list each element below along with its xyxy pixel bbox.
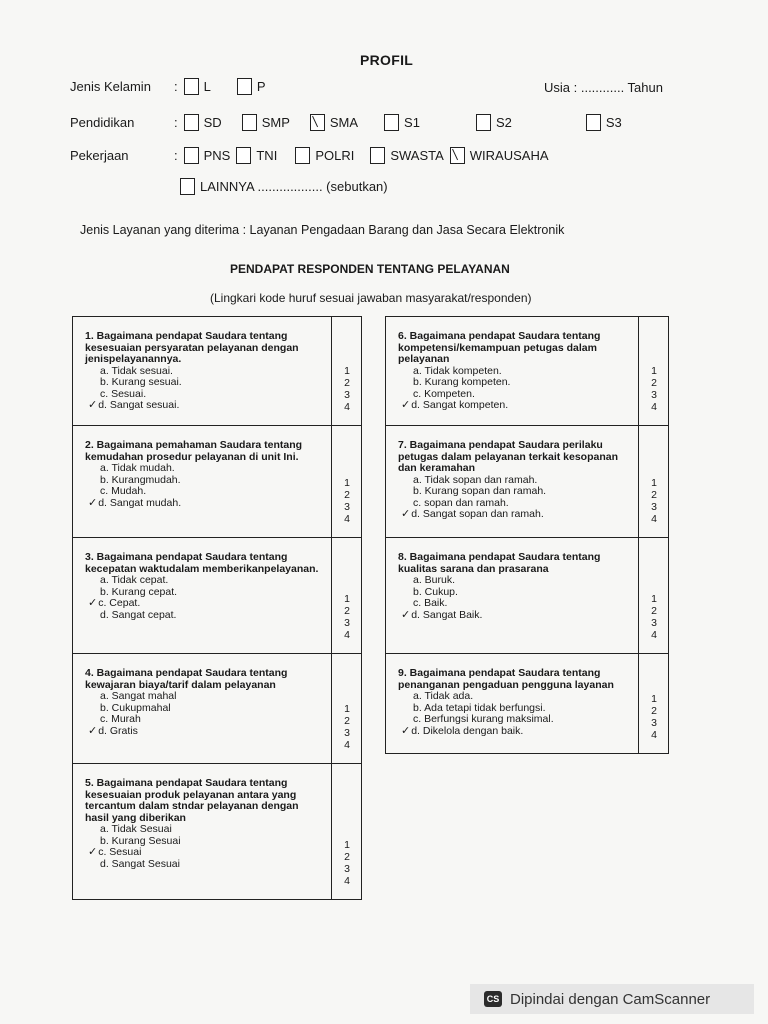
service-text: Jenis Layanan yang diterima : Layanan Pengadaan Barang dan Jasa Secara Elektronik [80,223,565,237]
column-divider [331,317,332,425]
checkbox-icon[interactable] [384,114,399,131]
checkbox-icon[interactable] [586,114,601,131]
answer-code: 1 [651,365,657,377]
answer-code: 3 [651,617,657,629]
job-label: Pekerjaan [70,148,129,163]
answer-codes [336,365,358,413]
answer-option[interactable]: b. Kurang sopan dan ramah. [413,485,547,497]
answer-option[interactable]: ✓ d. Sangat Baik. [413,610,630,622]
answer-option[interactable]: ✓ d. Sangat kompeten. [413,400,630,412]
answer-option[interactable]: c. Murah [100,713,141,725]
answer-code: 1 [344,703,350,715]
answer-option[interactable]: a. Tidak Sesuai [100,823,172,835]
answer-option[interactable]: b. Kurang sesuai. [100,376,182,388]
column-divider [331,426,332,537]
job-option-pns[interactable]: PNS [184,147,231,164]
job-option-other[interactable]: LAINNYA .................. (sebutkan) [180,178,388,195]
column-divider [638,317,639,425]
answer-option[interactable]: c. Mudah. [100,485,147,497]
gender-label: Jenis Kelamin [70,79,151,94]
answer-code: 4 [344,513,350,525]
question-title: 2. Bagaimana pemahaman Saudara tentang kemudahan prosedur pelayanan di unit Ini. [85,439,303,463]
answer-option[interactable]: c. sopan dan ramah. [413,496,509,509]
answer-option[interactable]: a. Tidak sesuai. [100,364,173,377]
question-text [85,552,323,621]
checkbox-icon[interactable] [476,114,491,131]
question-box [72,538,362,654]
answer-code: 3 [344,617,350,629]
answer-code: 4 [651,629,657,641]
answer-code: 1 [651,693,657,705]
question-text [398,331,630,412]
checkbox-icon[interactable] [236,147,251,164]
answer-code: 4 [651,401,657,413]
answer-codes [643,365,665,413]
answer-option[interactable]: d. Sangat cepat. [100,608,177,621]
answer-option[interactable]: a. Tidak cepat. [100,574,169,586]
answer-codes [336,703,358,751]
job-option-swasta[interactable]: SWASTA [370,147,443,164]
education-row: Pendidikan : SD SMP SMA S1 S2 S3 [70,115,622,130]
column-divider [638,426,639,537]
answer-code: 1 [651,593,657,605]
answer-code: 3 [344,727,350,739]
job-other-row [180,178,388,195]
answer-option[interactable]: c. Berfungsi kurang maksimal. [413,713,554,725]
question-text [85,668,323,737]
edu-option-s1[interactable]: S1 [384,114,420,131]
question-title: 4. Bagaimana pendapat Saudara tentang kewajaran biaya/tarif dalam pelayanan [85,667,288,691]
answer-code: 3 [344,501,350,513]
answer-code: 2 [344,715,350,727]
answer-codes [336,839,358,887]
question-title: 6. Bagaimana pendapat Saudara tentang kompetensi/kemampuan petugas dalam pelayanan [398,330,601,365]
answer-code: 3 [651,501,657,513]
question-text [398,440,630,521]
edu-option-sd[interactable]: SD [184,114,222,131]
section-subtitle: (Lingkari kode huruf sesuai jawaban masyarakat/responden) [210,291,532,305]
checkbox-icon[interactable] [237,78,252,95]
checkbox-icon[interactable] [184,78,199,95]
answer-option[interactable]: a. Tidak kompeten. [413,364,502,377]
answer-code: 2 [344,605,350,617]
answer-code: 4 [344,401,350,413]
checkbox-icon[interactable] [242,114,257,131]
question-box [72,764,362,900]
question-text [85,331,323,412]
camscanner-text: Dipindai dengan CamScanner [510,990,711,1008]
answer-option[interactable]: b. Kurang kompeten. [413,376,511,388]
question-box [385,538,669,654]
edu-option-sma[interactable]: SMA [310,114,358,131]
answer-code: 4 [651,513,657,525]
answer-code: 2 [651,489,657,501]
gender-row [70,78,266,95]
edu-option-s3[interactable]: S3 [586,114,622,131]
job-row: Pekerjaan : PNS TNI POLRI SWASTA WIRAUSAHA [70,148,549,163]
answer-code: 1 [344,593,350,605]
answer-option[interactable]: ✓ c. Cepat. [100,598,323,610]
answer-code: 1 [651,477,657,489]
question-title: 3. Bagaimana pendapat Saudara tentang kecepatan waktudalam memberikanpelayanan. [85,551,319,575]
column-divider [638,654,639,753]
question-box [385,316,669,426]
question-box [385,426,669,538]
answer-code: 4 [344,875,350,887]
edu-option-smp[interactable]: SMP [242,114,290,131]
answer-code: 2 [344,851,350,863]
answer-option[interactable]: b. Ada tetapi tidak berfungsi. [413,701,546,714]
answer-codes [643,693,665,741]
edu-option-s2[interactable]: S2 [476,114,512,131]
answer-option[interactable]: a. Tidak mudah. [100,462,175,474]
job-option-wirausaha[interactable]: WIRAUSAHA [450,147,549,164]
answer-option[interactable]: ✓ d. Sangat sopan dan ramah. [413,509,630,521]
answer-code: 3 [344,863,350,875]
answer-option[interactable]: c. Kompeten. [413,387,475,400]
answer-codes [643,593,665,641]
answer-option[interactable]: c. Baik. [413,597,448,609]
age-field[interactable]: Usia : ............ Tahun [544,80,663,95]
gender-option-p[interactable]: P [237,78,266,95]
question-title: 1. Bagaimana pendapat Saudara tentang kesesuaian persyaratan pelayanan dengan jenispelayanannya. [85,330,299,365]
answer-codes [336,477,358,525]
checked-checkbox-icon[interactable] [310,114,325,131]
camscanner-icon: CS [484,991,502,1007]
education-label: Pendidikan [70,115,135,130]
column-divider [331,654,332,763]
question-title: 9. Bagaimana pendapat Saudara tentang penanganan pengaduan pengguna layanan [398,667,614,691]
answer-code: 4 [344,629,350,641]
gender-option-l[interactable]: L [184,78,211,95]
question-box [72,654,362,764]
question-text [398,668,630,737]
answer-option[interactable]: b. Kurang Sesuai [100,834,181,847]
answer-code: 3 [651,389,657,401]
answer-code: 1 [344,839,350,851]
answer-option[interactable]: ✓ d. Gratis [100,726,323,738]
checked-checkbox-icon[interactable] [450,147,465,164]
answer-option[interactable]: a. Tidak ada. [413,690,474,702]
camscanner-badge [470,984,754,1014]
answer-option[interactable]: ✓ d. Dikelola dengan baik. [413,726,630,738]
answer-code: 2 [344,489,350,501]
question-text [398,552,630,621]
answer-code: 1 [344,365,350,377]
answer-codes [643,477,665,525]
answer-option[interactable]: a. Tidak sopan dan ramah. [413,473,538,486]
question-text [85,440,323,509]
colon: : [174,79,178,94]
question-box [72,316,362,426]
question-title: 8. Bagaimana pendapat Saudara tentang kualitas sarana dan prasarana [398,551,601,575]
answer-option[interactable]: b. Cukupmahal [100,701,171,714]
answer-option[interactable]: a. Sangat mahal [100,690,177,702]
answer-option[interactable]: b. Kurangmudah. [100,473,181,486]
answer-option[interactable]: d. Sangat Sesuai [100,857,180,870]
checkbox-icon[interactable] [295,147,310,164]
column-divider [331,538,332,653]
answer-option[interactable]: b. Cukup. [413,585,458,598]
answer-option[interactable]: ✓ d. Sangat sesuai. [100,400,323,412]
answer-code: 3 [344,389,350,401]
answer-code: 2 [651,705,657,717]
answer-code: 1 [344,477,350,489]
question-text [85,778,323,870]
answer-option[interactable]: b. Kurang cepat. [100,585,178,598]
answer-option[interactable]: ✓ d. Sangat mudah. [100,498,323,510]
answer-code: 2 [651,377,657,389]
question-title: 7. Bagaimana pendapat Saudara perilaku petugas dalam pelayanan terkait kesopanan dan keramahan [398,439,618,474]
answer-option[interactable]: ✓ c. Sesuai [100,847,323,859]
question-box [72,426,362,538]
checkbox-icon[interactable] [184,114,199,131]
answer-code: 4 [651,729,657,741]
column-divider [638,538,639,653]
job-option-polri[interactable]: POLRI [295,147,354,164]
answer-codes [336,593,358,641]
answer-code: 4 [344,739,350,751]
column-divider [331,764,332,899]
checkbox-icon[interactable] [184,147,199,164]
question-title: 5. Bagaimana pendapat Saudara tentang kesesuaian produk pelayanan antara yang tercantum dalam stndar pelayanan dengan hasil yang diberikan [85,777,299,824]
answer-option[interactable]: c. Sesuai. [100,387,147,400]
answer-code: 3 [651,717,657,729]
answer-code: 2 [651,605,657,617]
job-option-tni[interactable]: TNI [236,147,277,164]
answer-option[interactable]: a. Buruk. [413,574,456,586]
answer-code: 2 [344,377,350,389]
question-box [385,654,669,754]
checkbox-icon[interactable] [180,178,195,195]
checkbox-icon[interactable] [370,147,385,164]
section-title: PENDAPAT RESPONDEN TENTANG PELAYANAN [230,262,510,276]
page-title: PROFIL [360,52,414,68]
